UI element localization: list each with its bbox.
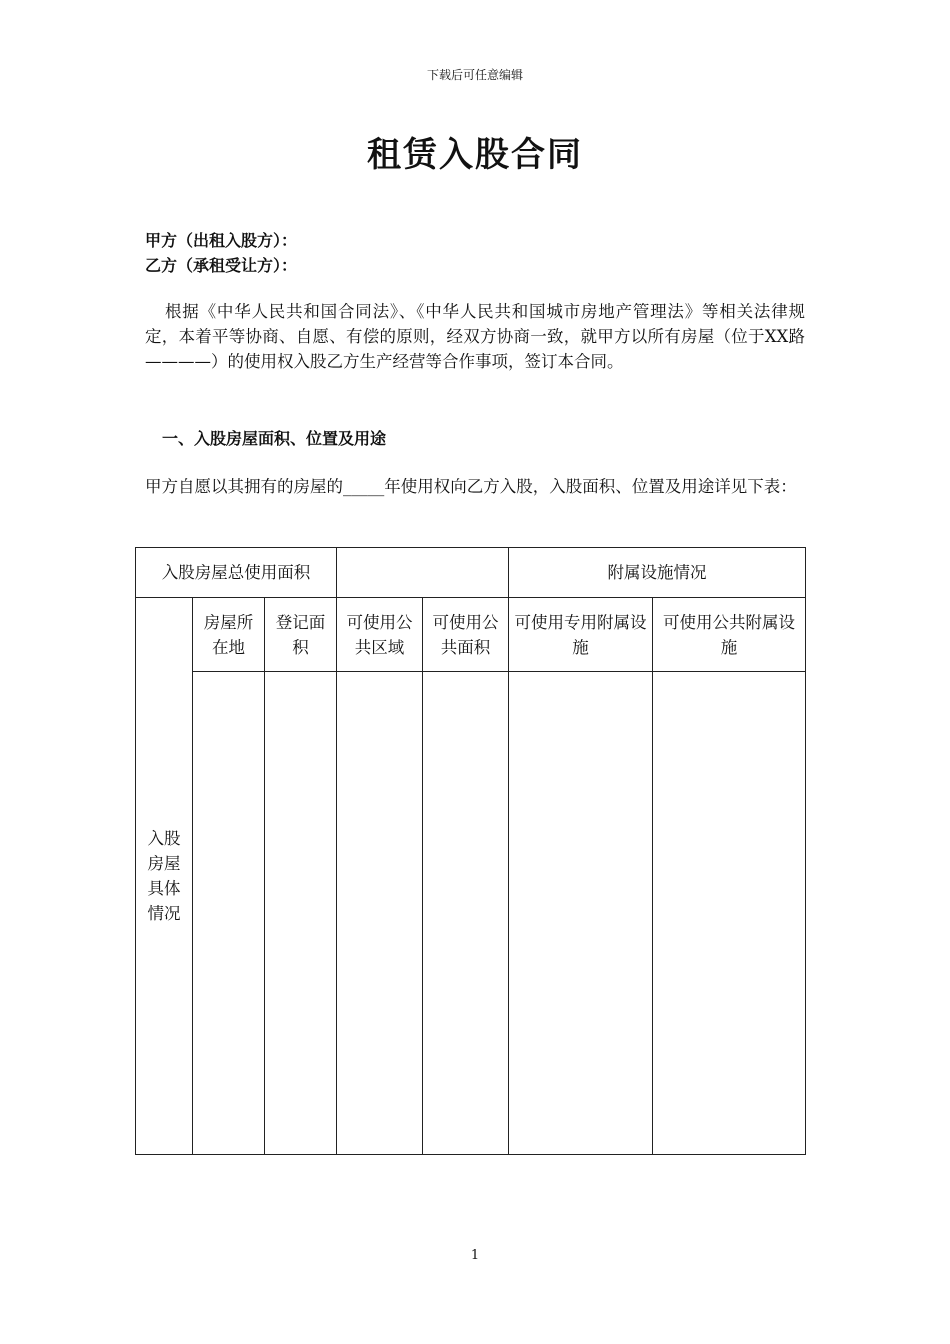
document-title: 租赁入股合同	[367, 135, 583, 175]
table-cell	[423, 672, 509, 1155]
intro-paragraph: 根据《中华人民共和国合同法》、《中华人民共和国城市房地产管理法》等相关法律规定，本着平等协商、自愿、有偿的原则，经双方协商一致，就甲方以所有房屋（位于XX路————）的使用权入股乙方生产经营等合作事项，签订本合同。	[145, 302, 805, 371]
table-cell	[509, 672, 653, 1155]
total-area-label-cell: 入股房屋总使用面积	[136, 548, 337, 598]
table-cell	[653, 672, 806, 1155]
facilities-label-cell: 附属设施情况	[509, 548, 806, 598]
row-group-label-cell: 入股房屋具体情况	[136, 598, 193, 1155]
table-row	[136, 548, 806, 598]
column-header-registered-area: 登记面积	[265, 598, 337, 672]
table-row	[136, 598, 806, 672]
column-header-public-area: 可使用公共面积	[423, 598, 509, 672]
column-header-public-facilities: 可使用公共附属设施	[653, 598, 806, 672]
total-area-value-cell	[337, 548, 509, 598]
party-a-label: 甲方（出租入股方）：	[145, 231, 298, 250]
column-header-location: 房屋所在地	[193, 598, 265, 672]
table-row	[136, 672, 806, 1155]
table-cell	[193, 672, 265, 1155]
column-header-public-zone: 可使用公共区域	[337, 598, 423, 672]
section-1-heading: 一、入股房屋面积、位置及用途	[162, 429, 387, 448]
section-1-body: 甲方自愿以其拥有的房屋的_____年使用权向乙方入股，入股面积、位置及用途详见下表：	[145, 477, 797, 496]
table-cell	[337, 672, 423, 1155]
table-cell	[265, 672, 337, 1155]
column-header-private-facilities: 可使用专用附属设施	[509, 598, 653, 672]
page-number: 1	[470, 1248, 480, 1263]
property-table	[135, 547, 806, 1155]
party-b-label: 乙方（承租受让方）：	[145, 256, 298, 275]
header-note: 下载后可任意编辑	[426, 68, 523, 82]
